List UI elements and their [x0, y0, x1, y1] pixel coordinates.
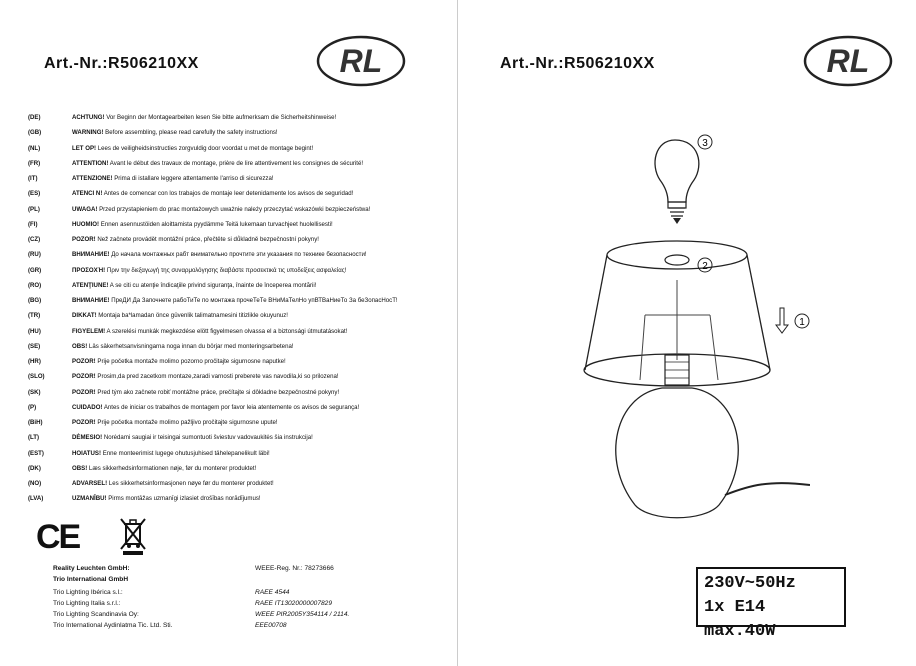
- warning-lead: ATTENTION!: [72, 159, 109, 167]
- warning-row: [28, 476, 448, 491]
- warning-lead: OBS!: [72, 342, 88, 350]
- warning-lead: DĖMESIO!: [72, 434, 103, 442]
- rl-logo: [803, 34, 893, 88]
- callout-3-label: 3: [702, 138, 708, 149]
- spec-box: [696, 567, 846, 641]
- warning-lead: ADVARSEL!: [72, 480, 108, 487]
- language-code: (GR): [28, 266, 42, 274]
- warning-lead: ВНИМАНИЕ!: [72, 251, 110, 259]
- warning-text: Przed przystapieniem do prac montażowych uważnie należy przeczytać wskazówki bezpieczeństwa!: [97, 205, 371, 213]
- warning-text: Läs säkerhetsanvisningarna noga innan du börjar med monteringsarbetena!: [87, 342, 294, 350]
- lamp-assembly-drawing: [580, 130, 810, 530]
- warning-lead: POZOR!: [72, 388, 96, 396]
- language-code: (PL): [28, 205, 40, 213]
- warning-text: Prije početka montaže molimo pažljivo pročitajte sigurnosne upute!: [95, 419, 278, 426]
- warning-row: [28, 385, 448, 400]
- warning-lead: POZOR!: [72, 373, 96, 381]
- warning-text: До начала монтажных рабт внимательно прочтите эти указания по технике безопасности!: [109, 251, 367, 259]
- warning-text: Pirms montāžas uzmanīgi izlasiet drošības norādījumus!: [106, 495, 261, 503]
- warning-row: [28, 278, 448, 293]
- warning-text: Antes de iniciar os trabalhos de montagem por favor leia atentemente os avisos de segurança!: [102, 403, 360, 411]
- warning-lead: OBS!: [72, 464, 88, 472]
- warning-lead: WARNING!: [72, 129, 104, 137]
- weee-registration: EEE00708: [255, 622, 287, 629]
- weee-registration: RAEE IT13020000007829: [255, 600, 332, 607]
- warning-text: Lees de veiligheidsinstructies zorgvuldig door voordat u met de montage begint!: [96, 144, 314, 152]
- warning-text: Antes de comencar con los trabajos de montaje leer detenidamente los avisos de seguridad!: [102, 190, 354, 198]
- crossed-bin-icon: [118, 516, 148, 556]
- warning-lead: POZOR!: [72, 419, 96, 426]
- safety-warnings-list: [28, 110, 448, 507]
- weee-registration: WEEE PIR2005Y354114 / 2114.: [255, 611, 350, 618]
- language-code: (RO): [28, 281, 42, 289]
- company-name: Trio International Aydinlatma Tic. Ltd. Sti.: [53, 622, 173, 629]
- power-cable: [725, 483, 810, 495]
- language-code: (FR): [28, 159, 41, 167]
- warning-lead: ACHTUNG!: [72, 114, 105, 121]
- warning-text: Montaja ba*lamadan önce güvenlik talimatnamesini titizlikle okuyunuz!: [96, 312, 288, 320]
- callout-1-label: 1: [799, 317, 805, 328]
- warning-row: [28, 141, 448, 156]
- warning-lead: HOIATUS!: [72, 449, 101, 457]
- warning-text: ПреДИ Да Започнете рабоТиТе по монтажа прочеТеТе ВНиМаТелНо упВТВаНиеТо За беЗопасНосТ!: [109, 297, 398, 304]
- warning-row: [28, 369, 448, 384]
- warning-row: [28, 415, 448, 430]
- language-code: (LT): [28, 434, 40, 442]
- language-code: (BiH): [28, 419, 43, 426]
- rl-logo: [316, 34, 406, 88]
- article-number: Art.-Nr.:R506210XX: [44, 55, 199, 72]
- warning-row: [28, 354, 448, 369]
- language-code: (NO): [28, 480, 42, 487]
- warning-lead: ΠΡΟΣΟΧΉ!: [72, 266, 106, 274]
- language-code: (SLO): [28, 373, 45, 381]
- warning-row: [28, 293, 448, 308]
- language-code: (NL): [28, 144, 41, 152]
- warning-row: [28, 232, 448, 247]
- language-code: (DK): [28, 464, 41, 472]
- warning-row: [28, 156, 448, 171]
- article-number: Art.-Nr.:R506210XX: [500, 55, 655, 72]
- language-code: (TR): [28, 312, 41, 320]
- bulb-icon: [655, 140, 699, 224]
- warning-text: Læs sikkerhedsinformationen nøje, før du monterer produktet!: [87, 464, 257, 472]
- ce-mark: CE: [36, 518, 80, 556]
- warning-lead: POZOR!: [72, 236, 96, 243]
- language-code: (SE): [28, 342, 41, 350]
- warning-lead: FIGYELEM!: [72, 327, 106, 335]
- warning-row: [28, 125, 448, 140]
- warning-row: [28, 263, 448, 278]
- spec-voltage: 230V~50Hz: [704, 574, 796, 593]
- language-code: (P): [28, 403, 37, 411]
- warning-row: [28, 400, 448, 415]
- weee-registration: RAEE 4544: [255, 589, 290, 596]
- callout-2-label: 2: [702, 261, 708, 272]
- down-arrow-icon: [776, 308, 788, 333]
- warning-text: Prije početka montaže molimo pozorno pročitajte sigurnosne naputke!: [95, 358, 286, 365]
- warning-text: A szerelési munkák megkezdése elött figyelmesen olvassa el a biztonsági útmutatásokat!: [105, 327, 348, 335]
- company-name: Reality Leuchten GmbH:: [53, 565, 130, 572]
- warning-text: Než začnete provádět montážní práce, přečtěte si důkladně bezpečnostní pokyny!: [95, 236, 319, 243]
- language-code: (RU): [28, 251, 41, 259]
- warning-row: [28, 308, 448, 323]
- company-name: Trio Lighting Ibérica s.l.:: [53, 589, 123, 596]
- warning-text: Enne monteerimist lugege ohutusjuhised tähelepanelikult läbi!: [101, 449, 270, 457]
- language-code: (EST): [28, 449, 44, 457]
- warning-lead: UZMANĪBU!: [72, 495, 107, 503]
- language-code: (GB): [28, 129, 42, 137]
- warning-row: [28, 186, 448, 201]
- warning-lead: CUIDADO!: [72, 403, 103, 411]
- ceramic-base: [616, 388, 738, 518]
- warning-row: [28, 446, 448, 461]
- warning-lead: DIKKAT!: [72, 312, 97, 320]
- warning-row: [28, 324, 448, 339]
- language-code: (ES): [28, 190, 41, 198]
- warning-text: Prima di istallare leggere attentamente l'arriso di sicurezza!: [112, 175, 274, 182]
- warning-row: [28, 339, 448, 354]
- warning-lead: ВНИМАНИЕ!: [72, 297, 110, 304]
- language-code: (IT): [28, 175, 38, 182]
- warning-row: [28, 491, 448, 506]
- warning-text: Pred tým ako začnete robiť montážne práce, prečítajte si dôkladne bezpečnostné pokyny!: [95, 388, 340, 396]
- warning-lead: UWAGA!: [72, 205, 98, 213]
- warning-row: [28, 217, 448, 232]
- company-name: Trio International GmbH: [53, 576, 129, 583]
- warning-lead: HUOMIO!: [72, 220, 100, 228]
- language-code: (BG): [28, 297, 42, 304]
- logo-text: RL: [339, 43, 383, 79]
- warning-text: Ennen asennustöiden aloittamista pyydämme Teitä lukemaan turvachjeet huolellisesti!: [99, 220, 333, 228]
- company-name: Trio Lighting Scandinavia Oy:: [53, 611, 139, 618]
- weee-registration: WEEE-Reg. Nr.: 78273666: [255, 565, 334, 572]
- ring-nut: [665, 255, 689, 265]
- warning-row: [28, 430, 448, 445]
- warning-text: Prosim,da pred zacetkom montaze,zaradi varnosti preberete vas navodila,ki so prilozena!: [95, 373, 339, 381]
- warning-text: Avant le début des travaux de montage, prière de lire attentivement les consignes de sécurité!: [108, 159, 364, 167]
- warning-lead: LET OP!: [72, 144, 97, 152]
- warning-row: [28, 202, 448, 217]
- warning-text: Πριν την διεξαγωγή της συναρμολόγησης διαβάστε προσεκτικά τις υποδείξεις ασφαλείας!: [105, 266, 347, 274]
- spec-bulb: 1x E14 max.40W: [704, 598, 776, 641]
- language-code: (FI): [28, 220, 38, 228]
- warning-row: [28, 247, 448, 262]
- warning-lead: ATENCI N!: [72, 190, 103, 198]
- warning-text: Les sikkerhetsinformasjonen nøye før du monterer produktet!: [107, 480, 274, 487]
- warning-row: [28, 110, 448, 125]
- logo-text: RL: [826, 43, 870, 79]
- language-code: (HU): [28, 327, 41, 335]
- company-name: Trio Lighting Italia s.r.l.:: [53, 600, 121, 607]
- warning-text: Before assembling, please read carefully the safety instructions!: [103, 129, 278, 137]
- language-code: (HR): [28, 358, 41, 365]
- warning-row: [28, 171, 448, 186]
- warning-lead: ATTENZIONE!: [72, 175, 113, 182]
- warning-lead: POZOR!: [72, 358, 96, 365]
- language-code: (LVA): [28, 495, 44, 503]
- lamp-shade: [584, 241, 770, 386]
- warning-lead: ATENŢIUNE!: [72, 281, 109, 289]
- language-code: (CZ): [28, 236, 41, 243]
- warning-text: Norėdami saugiai ir teisingai sumontuoti šviestuv vadovaukitės šia instrukcija!: [102, 434, 313, 442]
- warning-text: A se citi cu atenţie îndicaţiile privind siguranţa, înainte de începerea montării!: [108, 281, 317, 289]
- language-code: (DE): [28, 114, 41, 121]
- language-code: (SK): [28, 388, 41, 396]
- warning-row: [28, 461, 448, 476]
- warning-text: Vor Beginn der Montagearbeiten lesen Sie bitte aufmerksam die Sicherheitshinweise!: [104, 114, 337, 121]
